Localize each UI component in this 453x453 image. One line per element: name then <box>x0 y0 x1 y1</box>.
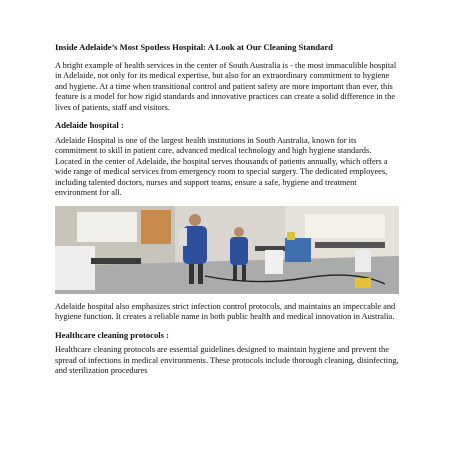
infection-control-paragraph: Adelaide hospital also emphasizes strict infection control protocols, and maintains an impeccable and hygiene function. It creates a reliable name in both public health and medical innovation in Australia. <box>55 301 396 322</box>
intro-paragraph: A bright example of health services in the center of South Australia is - the most immaculible hospital in Adelaide, not only for its medical expertise, but also for an extraordinary commitment to hygiene and hygiene. At a time when transitional control and patient safety are more important than ever, this feature is a model for how rigid standards and innovative practices can create a solid difference in the lives of patients, staff and visitors. <box>55 60 397 112</box>
cleaning-staff-photo <box>55 206 399 294</box>
cleaning-protocols-paragraph: Healthcare cleaning protocols are essential guidelines designed to maintain hygiene and prevent the spread of infections in medical environments. These protocols include thorough cleaning, disinfecting, and sterilization procedures <box>55 345 399 376</box>
article-title: Inside Adelaide’s Most Spotless Hospital: A Look at Our Cleaning Standard <box>55 42 333 52</box>
section-heading-cleaning-protocols: Healthcare cleaning protocols : <box>55 329 170 340</box>
adelaide-hospital-paragraph: Adelaide Hospital is one of the largest health institutions in South Australia, known for its commitment to skill in patient care, advanced medical technology and high hygiene standards. Located in the center of Adelaide, the hospital serves thousands of patients annually, which offers a wide range of medical services from emergency room to special surgery. The dedicated employees, including talented doctors, nurses and support teams, ensure a safe, hygiene and treatment environment for all. <box>55 135 388 198</box>
section-heading-adelaide-hospital: Adelaide hospital : <box>55 120 124 131</box>
